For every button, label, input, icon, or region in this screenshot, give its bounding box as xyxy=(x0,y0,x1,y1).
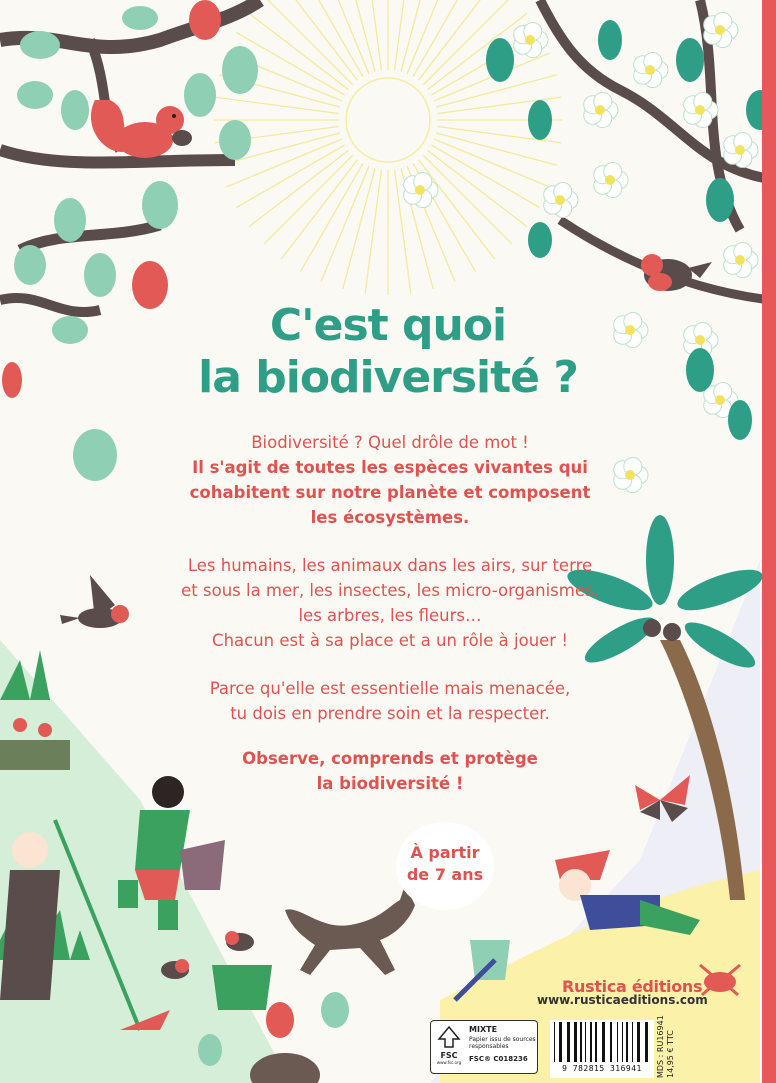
paragraph-line: les arbres, les fleurs… xyxy=(298,606,482,625)
paragraph-line: Observe, comprends et protège xyxy=(242,749,538,768)
barcode-bar xyxy=(567,1022,570,1062)
paragraph-line: Chacun est à sa place et a un rôle à jouer ! xyxy=(212,631,568,650)
blossom-flower xyxy=(544,182,578,217)
paragraph-4 xyxy=(140,746,640,796)
barcode-bar xyxy=(610,1022,612,1062)
barcode-bar xyxy=(632,1022,633,1062)
barcode-bar xyxy=(645,1022,648,1062)
fsc-logo-text: FSC xyxy=(440,1051,458,1060)
fsc-logo-url: www.fsc.org xyxy=(436,1060,462,1065)
publisher-website: www.rusticaeditions.com xyxy=(537,993,708,1007)
sun-ray xyxy=(214,97,338,113)
age-badge-line-2: de 7 ans xyxy=(406,865,484,884)
blossom-flower xyxy=(514,22,548,57)
sun-ray xyxy=(395,0,411,70)
paragraph-line: la biodiversité ! xyxy=(316,774,464,793)
barcode-bar xyxy=(554,1022,555,1062)
intro-bold-line: Il s'agit de toutes les espèces vivantes qui xyxy=(192,458,588,477)
fsc-mixte-label: MIXTE xyxy=(469,1025,498,1034)
paragraph-line: et sous la mer, les insectes, les micro-organismes, xyxy=(181,581,599,600)
fsc-tree-icon xyxy=(435,1025,463,1069)
paragraph-line: Les humains, les animaux dans les airs, sur terre xyxy=(187,556,593,575)
barcode-bar xyxy=(637,1022,640,1062)
blossom-flower xyxy=(724,132,758,167)
mds-code: MDS : RU16941 xyxy=(656,1015,665,1078)
barcode-number: 9 782815 316941 xyxy=(562,1064,642,1073)
book-spine xyxy=(762,0,776,1083)
barcode-bar xyxy=(617,1022,618,1062)
price: 14,95 € TTC xyxy=(666,1030,675,1078)
sun-ray xyxy=(407,0,455,74)
blossom-tree-illustration xyxy=(404,0,776,493)
flying-bird-illustration xyxy=(60,575,129,628)
blossom-flower xyxy=(724,242,758,277)
barcode-bar xyxy=(602,1022,605,1062)
barcode-bar xyxy=(580,1022,582,1062)
sun-ray xyxy=(281,0,357,80)
barcode-bar xyxy=(595,1022,597,1062)
publisher-logo: Rustica éditions xyxy=(562,977,703,996)
sun-ray xyxy=(264,0,352,85)
paragraph-2 xyxy=(140,553,640,653)
paragraph-line: tu dois en prendre soin et la respecter. xyxy=(230,704,550,723)
sun-illustration xyxy=(213,0,563,295)
blossom-flower xyxy=(584,92,618,127)
age-badge-line-1: À partir xyxy=(410,843,480,862)
tree-top-left-illustration xyxy=(0,0,260,481)
barcode-bar xyxy=(622,1022,623,1062)
barcode-bar xyxy=(585,1022,586,1062)
title-line-1: C'est quoi xyxy=(269,300,507,351)
age-badge xyxy=(396,822,494,910)
fsc-label xyxy=(430,1020,538,1074)
barcode-bar xyxy=(590,1022,592,1062)
barcode-bar xyxy=(559,1022,562,1062)
title-line-2: la biodiversité ? xyxy=(198,352,578,403)
sun-ray xyxy=(365,170,381,294)
price-info xyxy=(656,1015,684,1078)
blossom-flower xyxy=(634,52,668,87)
paragraph-3 xyxy=(140,676,640,726)
sun-ray xyxy=(365,0,381,70)
barcode-bar xyxy=(626,1022,628,1062)
intro-bold-line: cohabitent sur notre planète et composent xyxy=(189,483,591,502)
sun-ray xyxy=(321,0,369,74)
sun-ray xyxy=(264,155,352,243)
intro-line: Biodiversité ? Quel drôle de mot ! xyxy=(251,433,529,452)
intro-bold-line: les écosystèmes. xyxy=(310,508,470,527)
sun-ray xyxy=(418,0,494,80)
intro-paragraph xyxy=(140,430,640,530)
fsc-code: FSC® C018236 xyxy=(469,1055,528,1063)
barcode-bars xyxy=(550,1020,654,1064)
barcode xyxy=(550,1020,654,1078)
sun-ray xyxy=(401,0,433,72)
fsc-paper-text: Papier issu de sources responsables xyxy=(469,1036,536,1050)
blossom-flower xyxy=(594,162,628,197)
blossom-flower xyxy=(704,12,738,47)
barcode-bar xyxy=(574,1022,577,1062)
sun-ray xyxy=(343,0,375,72)
paragraph-line: Parce qu'elle est essentielle mais menacée, xyxy=(209,679,571,698)
dog-illustration xyxy=(285,885,415,975)
sun-ray xyxy=(343,168,375,289)
squirrel-illustration xyxy=(91,100,192,158)
sun-ray xyxy=(423,155,511,243)
